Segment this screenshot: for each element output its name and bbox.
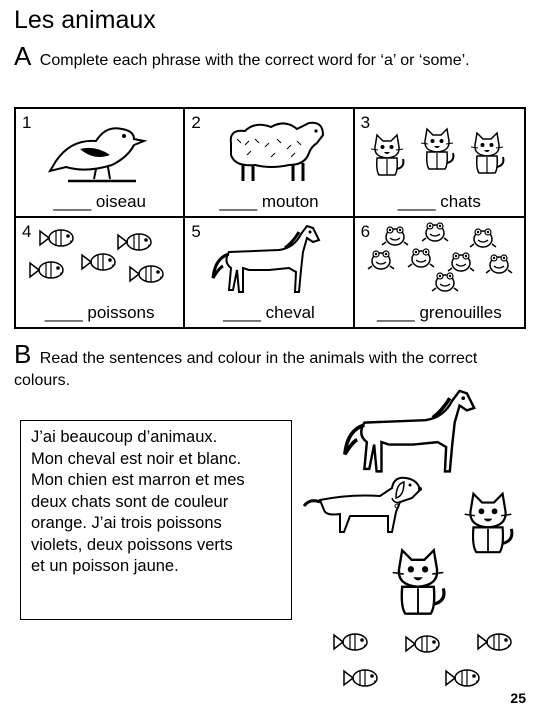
cats-icon <box>355 109 523 189</box>
cat-icon <box>378 544 458 620</box>
grid-cell-6 <box>355 218 524 327</box>
grid-cell-2 <box>185 109 354 218</box>
item-number: 2 <box>191 113 201 132</box>
cat-icon <box>448 488 528 558</box>
grid-cell-5 <box>185 218 354 327</box>
sentences-box <box>20 420 292 620</box>
fish-group-icon <box>16 218 184 298</box>
sheep-icon <box>185 109 353 189</box>
frogs-icon <box>355 218 523 298</box>
dog-icon <box>300 472 430 542</box>
sentence-line: orange. J’ai trois poissons <box>31 514 222 532</box>
page-number: 25 <box>510 690 526 706</box>
item-caption: ____ mouton <box>219 192 319 211</box>
section-a-text: Complete each phrase with the correct word for ‘a’ or ‘some’. <box>39 52 470 69</box>
section-a-letter: A <box>14 41 32 71</box>
item-caption: ____ oiseau <box>53 192 146 211</box>
item-number: 6 <box>360 222 371 241</box>
bird-icon <box>16 109 184 189</box>
item-number: 4 <box>22 222 32 241</box>
sentence-line: deux chats sont de couleur <box>31 492 229 511</box>
item-number: 3 <box>360 113 371 132</box>
section-b-text: Read the sentences and colour in the animals with the correct colours. <box>14 350 478 389</box>
sentence-line: Mon cheval est noir et blanc. <box>31 449 242 468</box>
grid-cell-1 <box>16 109 185 218</box>
item-caption: ____ grenouilles <box>376 303 502 322</box>
sentence-line: et un poisson jaune. <box>31 557 179 575</box>
horse-icon <box>185 218 353 298</box>
grid-cell-3 <box>355 109 524 218</box>
section-b-letter: B <box>14 339 32 369</box>
horse-icon <box>330 384 480 476</box>
item-number: 1 <box>22 113 32 132</box>
page-title: Les animaux <box>14 6 156 34</box>
sentence-line: violets, deux poissons verts <box>31 535 233 554</box>
item-caption: ____ chats <box>397 192 481 211</box>
sentence-line: Mon chien est marron et mes <box>31 471 245 489</box>
section-a-instruction <box>14 41 534 71</box>
fish-icon <box>320 624 530 704</box>
item-caption: ____ poissons <box>44 303 155 322</box>
item-number: 5 <box>191 222 201 241</box>
sentence-line: J’ai beaucoup d’animaux. <box>31 428 218 446</box>
animal-grid <box>14 107 526 329</box>
grid-cell-4 <box>16 218 185 327</box>
item-caption: ____ cheval <box>223 303 315 322</box>
